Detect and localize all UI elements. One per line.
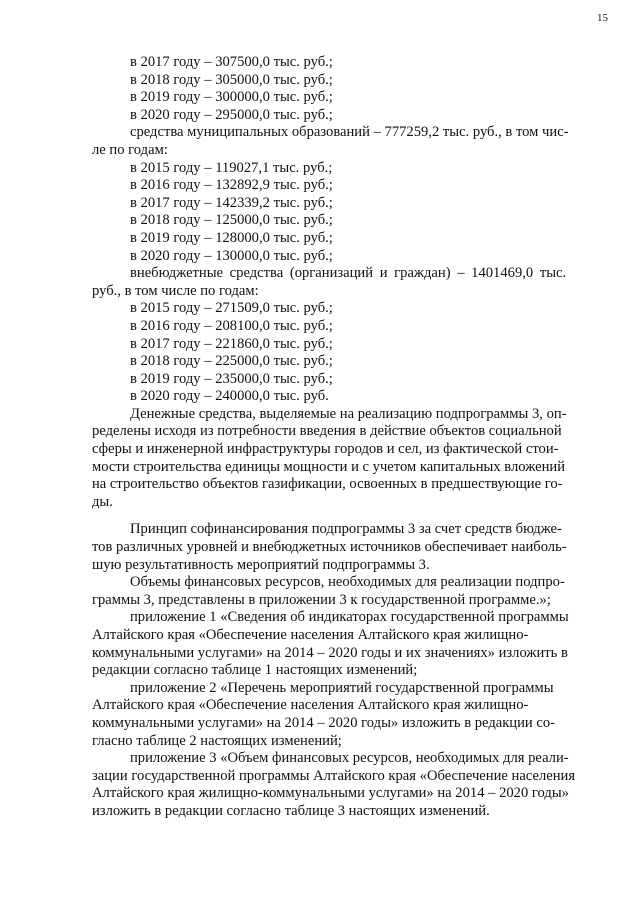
paragraph-line: Денежные средства, выделяемые на реализацию подпрограммы 3, оп- bbox=[130, 405, 567, 422]
paragraph-line: ды. bbox=[92, 493, 113, 510]
year-line: в 2017 году – 142339,2 тыс. руб.; bbox=[130, 194, 333, 211]
year-line: в 2019 году – 300000,0 тыс. руб.; bbox=[130, 89, 333, 106]
paragraph-line: гласно таблице 2 настоящих изменений; bbox=[92, 732, 342, 749]
year-line: в 2020 году – 130000,0 тыс. руб.; bbox=[130, 247, 333, 264]
municipal-funds-line: ле по годам: bbox=[92, 141, 168, 158]
paragraph-line: редакции согласно таблице 1 настоящих изменений; bbox=[92, 662, 418, 679]
paragraph-line: приложение 2 «Перечень мероприятий государственной программы bbox=[130, 679, 554, 696]
paragraph-line: Алтайского края «Обеспечение населения Алтайского края жилищно- bbox=[92, 697, 529, 714]
paragraph-line: изложить в редакции согласно таблице 3 настоящих изменений. bbox=[92, 802, 490, 819]
year-line: в 2020 году – 295000,0 тыс. руб.; bbox=[130, 106, 333, 123]
extrabudget-funds-line: руб., в том числе по годам: bbox=[92, 282, 259, 299]
paragraph-line: приложение 3 «Объем финансовых ресурсов, необходимых для реали- bbox=[130, 750, 569, 767]
document-body bbox=[92, 54, 610, 821]
year-line: в 2015 году – 119027,1 тыс. руб.; bbox=[130, 159, 333, 176]
paragraph-line: Алтайского края жилищно-коммунальными услугами» на 2014 – 2020 годы» bbox=[92, 785, 569, 802]
municipal-funds-line: средства муниципальных образований – 777259,2 тыс. руб., в том чис- bbox=[130, 124, 569, 141]
year-line: в 2018 году – 125000,0 тыс. руб.; bbox=[130, 212, 333, 229]
paragraph-line: Объемы финансовых ресурсов, необходимых для реализации подпро- bbox=[130, 574, 565, 591]
paragraph-line: на строительство объектов газификации, освоенных в предшествующие го- bbox=[92, 476, 563, 493]
paragraph-line: Алтайского края «Обеспечение населения Алтайского края жилищно- bbox=[92, 627, 529, 643]
year-line: в 2018 году – 225000,0 тыс. руб.; bbox=[130, 353, 333, 370]
year-line: в 2019 году – 128000,0 тыс. руб.; bbox=[130, 229, 333, 246]
paragraph-line: приложение 1 «Сведения об индикаторах государственной программы bbox=[130, 609, 569, 626]
paragraph-line: ределены исходя из потребности введения в действие объектов социальной bbox=[92, 423, 562, 440]
extrabudget-funds-line: внебюджетные средства (организаций и граждан) – 1401469,0 тыс. bbox=[130, 265, 567, 282]
paragraph-line: коммунальными услугами» на 2014 – 2020 годы и их значениях» изложить в bbox=[92, 644, 568, 661]
paragraph-line: тов различных уровней и внебюджетных источников обеспечивает наиболь- bbox=[92, 539, 567, 556]
paragraph-line: зации государственной программы Алтайского края «Обеспечение населения bbox=[92, 767, 576, 784]
year-line: в 2020 году – 240000,0 тыс. руб. bbox=[130, 388, 329, 405]
paragraph-line: коммунальными услугами» на 2014 – 2020 годы» изложить в редакции со- bbox=[92, 714, 556, 731]
year-line: в 2018 году – 305000,0 тыс. руб.; bbox=[130, 71, 333, 88]
year-line: в 2015 году – 271509,0 тыс. руб.; bbox=[130, 300, 333, 317]
year-line: в 2017 году – 221860,0 тыс. руб.; bbox=[130, 335, 333, 352]
year-line: в 2019 году – 235000,0 тыс. руб.; bbox=[130, 370, 333, 387]
paragraph-line: Принцип софинансирования подпрограммы 3 за счет средств бюдже- bbox=[130, 521, 562, 538]
paragraph-line: граммы 3, представлены в приложении 3 к государственной программе.»; bbox=[92, 591, 551, 608]
page-number: 15 bbox=[597, 12, 608, 24]
year-line: в 2016 году – 132892,9 тыс. руб.; bbox=[130, 177, 333, 194]
year-line: в 2017 году – 307500,0 тыс. руб.; bbox=[130, 54, 333, 70]
year-line: в 2016 году – 208100,0 тыс. руб.; bbox=[130, 317, 333, 334]
paragraph-line: сферы и инженерной инфраструктуры городов и сел, из фактической стои- bbox=[92, 441, 559, 458]
paragraph-line: шую результативность мероприятий подпрограммы 3. bbox=[92, 556, 430, 573]
paragraph-line: мости строительства единицы мощности и с учетом капитальных вложений bbox=[92, 458, 566, 475]
